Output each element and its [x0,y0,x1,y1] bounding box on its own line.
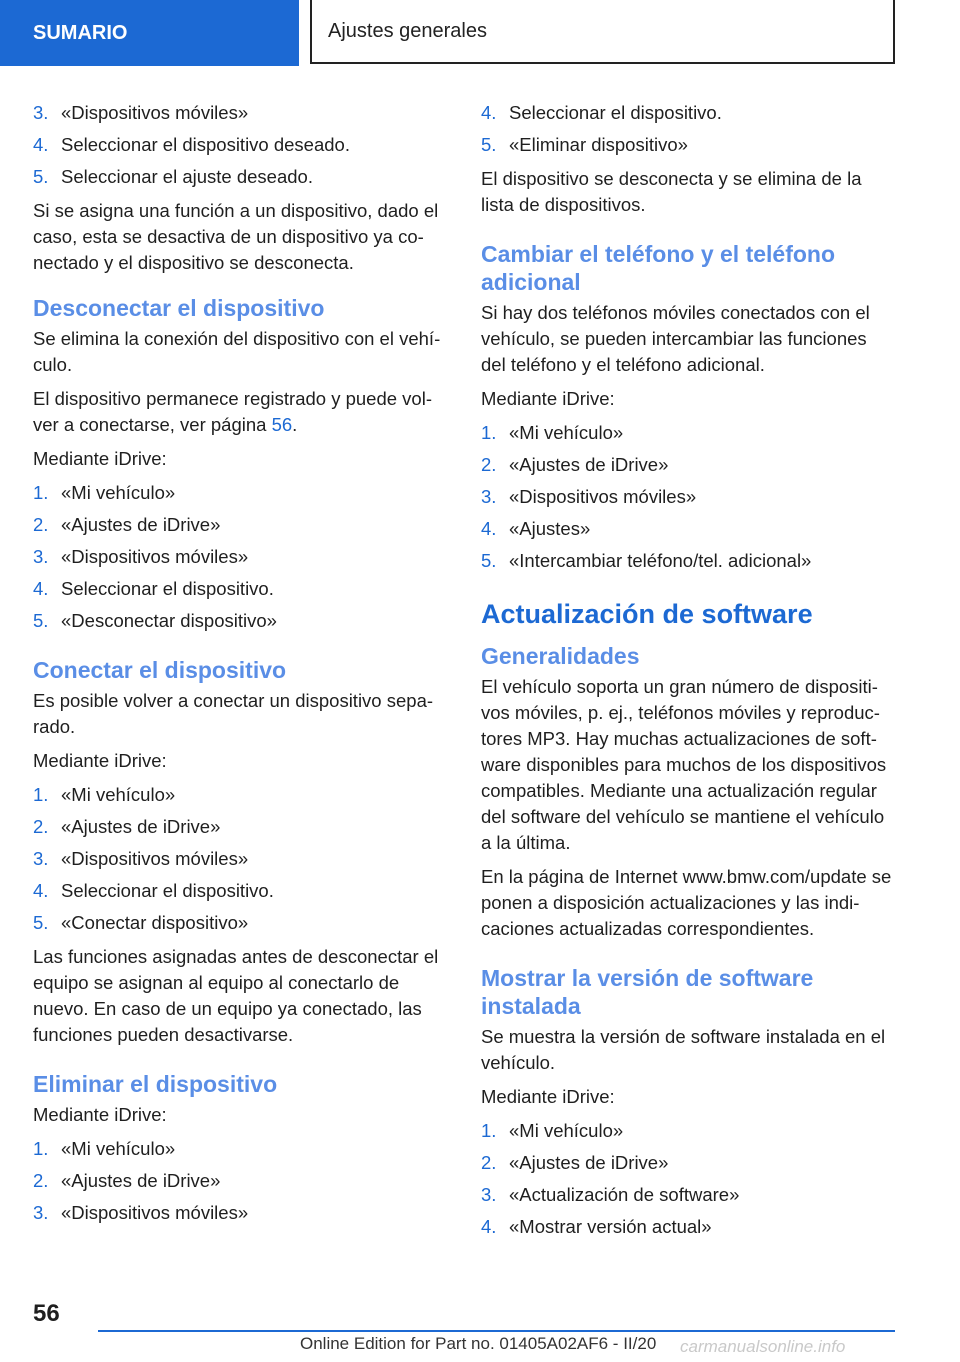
list-item [481,452,896,478]
step-number: 5. [481,134,497,155]
paragraph: Si hay dos teléfonos móviles conectados con el vehículo, se pueden intercambiar las funciones del teléfono y el teléfono adicional. [481,302,870,375]
heading-connect-device: Conectar el dispositivo [33,657,287,683]
list-item [33,164,448,190]
paragraph: Mediante iDrive: [481,388,615,409]
step-number: 1. [481,1120,497,1141]
step-text: «Mostrar versión actual» [509,1216,712,1237]
list-item [481,484,896,510]
step-number: 2. [33,816,49,837]
list-item [33,132,448,158]
step-number: 1. [33,784,49,805]
step-text: «Dispositivos móviles» [61,848,249,869]
watermark: carmanualsonline.info [680,1337,846,1356]
right-column [481,100,896,1248]
step-text: «Eliminar dispositivo» [509,134,688,155]
step-list [33,100,448,190]
paragraph: Mediante iDrive: [33,750,167,771]
step-number: 4. [481,102,497,123]
step-number: 4. [481,518,497,539]
summary-tab[interactable]: SUMARIO [0,0,299,66]
step-text: «Ajustes de iDrive» [509,454,669,475]
step-number: 4. [481,1216,497,1237]
step-text: Seleccionar el ajuste deseado. [61,166,313,187]
step-number: 1. [33,482,49,503]
list-item [33,608,448,634]
list-item [481,100,896,126]
list-item [33,576,448,602]
step-number: 5. [33,610,49,631]
heading-general: Generalidades [481,643,640,669]
text: . [292,414,298,435]
heading-show-version: Mostrar la versión de software instalada [481,965,814,1019]
step-text: Seleccionar el dispositivo. [61,880,274,901]
list-item [481,548,896,574]
section-title-tab: Ajustes generales [310,0,895,64]
step-number: 4. [33,578,49,599]
step-number: 1. [33,1138,49,1159]
step-list [481,1118,896,1240]
page-link[interactable]: 56 [271,414,293,435]
step-number: 5. [33,166,49,187]
step-list [33,1136,448,1226]
paragraph: El vehículo soporta un gran número de dispositivos móviles, p. ej., teléfonos móviles y reproductores MP3. Hay muchas actualizaciones de software disponibles para muchos de los dispositivos compatibles. Mediante una actualización regular del software del vehículo se mantiene el vehículo a la última. [481,676,887,853]
step-list [481,420,896,574]
footer-divider [98,1330,895,1332]
heading-software-update: Actualización de software [481,599,813,629]
paragraph [33,386,448,438]
step-number: 3. [33,102,49,123]
paragraph: En la página de Internet www.bmw.com/update se ponen a disposición actualizaciones y las indicaciones actualizadas correspondientes. [481,866,892,939]
list-item [33,910,448,936]
heading-delete-device: Eliminar el dispositivo [33,1071,278,1097]
step-list [481,100,896,158]
step-text: «Mi vehículo» [509,1120,624,1141]
list-item [33,814,448,840]
left-column [33,100,448,1234]
text: El dispositivo permanece registrado y puede volver a conectarse, ver página [33,388,432,435]
step-text: «Desconectar dispositivo» [61,610,277,631]
paragraph: Es posible volver a conectar un dispositivo separado. [33,690,434,737]
list-item [481,132,896,158]
step-text: «Conectar dispositivo» [61,912,249,933]
paragraph: Se elimina la conexión del dispositivo con el vehículo. [33,328,441,375]
list-item [33,544,448,570]
step-text: «Mi vehículo» [509,422,624,443]
list-item [33,846,448,872]
list-item [33,480,448,506]
step-number: 3. [33,546,49,567]
step-number: 4. [33,880,49,901]
step-text: «Dispositivos móviles» [61,1202,249,1223]
step-text: «Ajustes de iDrive» [61,514,221,535]
list-item [481,1214,896,1240]
step-number: 5. [481,550,497,571]
list-item [481,516,896,542]
step-text: «Ajustes de iDrive» [509,1152,669,1173]
step-number: 3. [481,1184,497,1205]
step-text: «Ajustes de iDrive» [61,816,221,837]
list-item [33,512,448,538]
heading-disconnect-device: Desconectar el dispositivo [33,295,325,321]
paragraph: El dispositivo se desconecta y se elimina de la lista de dispositivos. [481,168,862,215]
step-text: «Dispositivos móviles» [61,102,249,123]
step-text: «Mi vehículo» [61,1138,176,1159]
list-item [33,1200,448,1226]
step-number: 2. [481,1152,497,1173]
step-text: «Dispositivos móviles» [61,546,249,567]
step-number: 2. [33,514,49,535]
step-text: «Ajustes» [509,518,591,539]
paragraph: Las funciones asignadas antes de desconectar el equipo se asignan al equipo al conectarlo de nuevo. En caso de un equipo ya conectado, las funciones pueden desactivarse. [33,946,439,1045]
step-text: «Dispositivos móviles» [509,486,697,507]
step-list [33,782,448,936]
step-text: «Actualización de software» [509,1184,740,1205]
step-number: 3. [33,848,49,869]
list-item [33,100,448,126]
step-number: 3. [481,486,497,507]
heading-change-phone: Cambiar el teléfono y el teléfono adicional [481,241,836,295]
step-text: Seleccionar el dispositivo deseado. [61,134,350,155]
list-item [481,1150,896,1176]
paragraph: Mediante iDrive: [33,448,167,469]
step-text: «Mi vehículo» [61,482,176,503]
step-number: 4. [33,134,49,155]
list-item [33,1136,448,1162]
list-item [33,782,448,808]
paragraph: Si se asigna una función a un dispositivo, dado el caso, esta se desactiva de un dispositivo ya conectado y el dispositivo se desconecta. [33,200,439,273]
step-text: «Mi vehículo» [61,784,176,805]
step-text: Seleccionar el dispositivo. [61,578,274,599]
list-item [33,1168,448,1194]
step-list [33,480,448,634]
paragraph: Mediante iDrive: [481,1086,615,1107]
list-item [481,420,896,446]
edition-text: Online Edition for Part no. 01405A02AF6 - II/20 [300,1334,657,1353]
step-number: 2. [33,1170,49,1191]
step-number: 5. [33,912,49,933]
page-header [0,0,960,66]
list-item [481,1182,896,1208]
paragraph: Mediante iDrive: [33,1104,167,1125]
paragraph: Se muestra la versión de software instalada en el vehículo. [481,1026,886,1073]
list-item [481,1118,896,1144]
step-number: 2. [481,454,497,475]
step-text: Seleccionar el dispositivo. [509,102,722,123]
step-number: 3. [33,1202,49,1223]
step-text: «Ajustes de iDrive» [61,1170,221,1191]
step-text: «Intercambiar teléfono/tel. adicional» [509,550,812,571]
list-item [33,878,448,904]
step-number: 1. [481,422,497,443]
page-number: 56 [33,1300,60,1327]
